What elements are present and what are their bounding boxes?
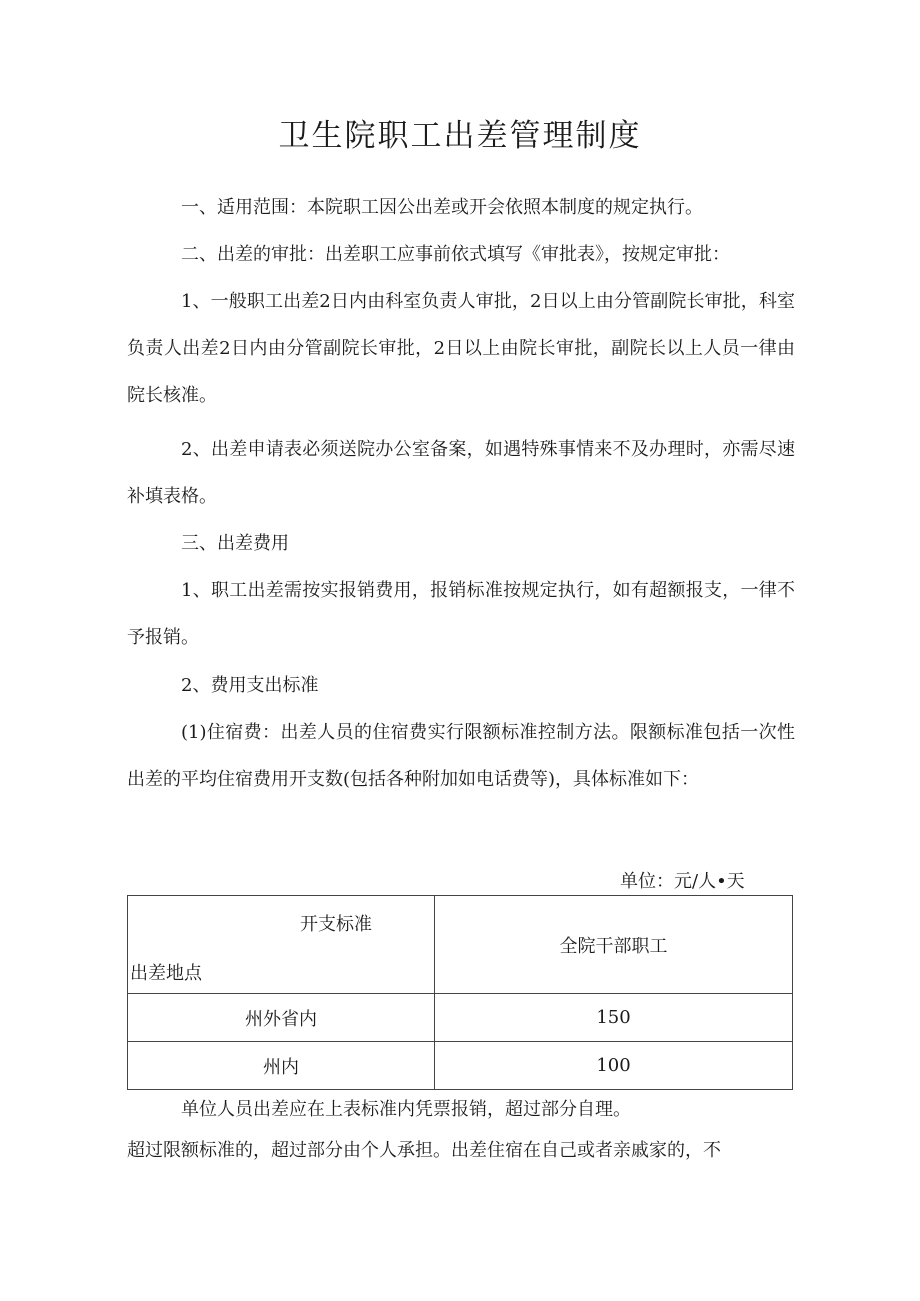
header-expense-standard: 开支标准: [300, 914, 372, 935]
paragraph-after-table-1: 单位人员出差应在上表标准内凭票报销，超过部分自理。: [181, 1099, 631, 1120]
amount-cell: 150: [435, 994, 793, 1042]
table-row: [128, 1042, 793, 1090]
place-cell: 州外省内: [128, 994, 435, 1042]
paragraph-approval-rule-1: 1、一般职工出差2日内由科室负责人审批，2日以上由分管副院长审批，科室负责人出差2日内由分管副院长审批，2日以上由院长审批，副院长以上人员一律由院长核准。: [127, 291, 795, 406]
paragraph-expense-rule-1: 1、职工出差需按实报销费用，报销标准按规定执行，如有超额报支，一律不予报销。: [127, 580, 795, 648]
table-row: [128, 994, 793, 1042]
document-title: 卫生院职工出差管理制度: [278, 118, 642, 154]
paragraph-scope: 一、适用范围：本院职工因公出差或开会依照本制度的规定执行。: [181, 197, 703, 218]
table-unit-label: 单位：元/人•天: [620, 871, 745, 892]
diagonal-header-cell: [128, 896, 435, 994]
paragraph-approval-rule-2: 2、出差申请表必须送院办公室备案，如遇特殊事情来不及办理时，亦需尽速补填表格。: [127, 439, 795, 507]
header-all-staff: 全院干部职工: [435, 896, 793, 994]
paragraph-lodging-fee: (1)住宿费：出差人员的住宿费实行限额标准控制方法。限额标准包括一次性出差的平均住宿费用开支数(包括各种附加如电话费等)，具体标准如下：: [127, 722, 795, 790]
paragraph-after-table-2: 超过限额标准的，超过部分由个人承担。出差住宿在自己或者亲戚家的，不: [127, 1140, 721, 1161]
header-destination: 出差地点: [130, 963, 202, 984]
lodging-standard-table: [127, 895, 793, 1090]
amount-cell: 100: [435, 1042, 793, 1090]
paragraph-expense-standards: 2、费用支出标准: [181, 675, 319, 696]
paragraph-expenses-heading: 三、出差费用: [181, 533, 289, 554]
place-cell: 州内: [128, 1042, 435, 1090]
paragraph-approval: 二、出差的审批：出差职工应事前依式填写《审批表》，按规定审批：: [181, 244, 730, 265]
